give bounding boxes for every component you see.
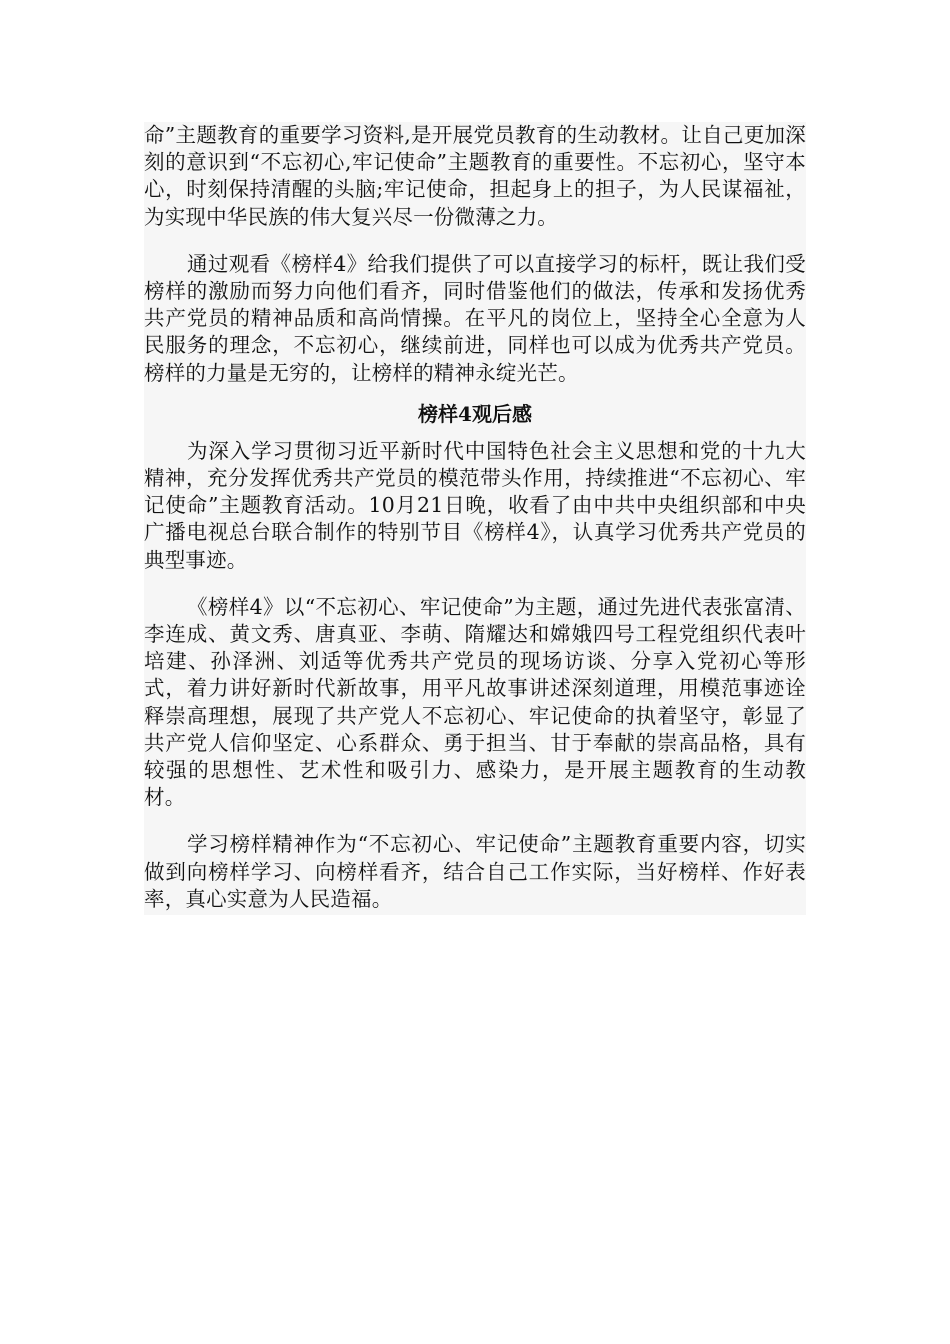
document-body — [144, 122, 806, 915]
paragraph-conclusion: 学习榜样精神作为“不忘初心、牢记使命”主题教育重要内容，切实做到向榜样学习、向榜样看齐，结合自己工作实际，当好榜样、作好表率，真心实意为人民造福。 — [144, 832, 806, 911]
paragraph-continuation: 命”主题教育的重要学习资料,是开展党员教育的生动教材。让自己更加深刻的意识到“不忘初心,牢记使命”主题教育的重要性。不忘初心，坚守本心，时刻保持清醒的头脑;牢记使命，担起身上的担子，为人民谋福祉，为实现中华民族的伟大复兴尽一份微薄之力。 — [144, 123, 806, 229]
paragraph-intro: 为深入学习贯彻习近平新时代中国特色社会主义思想和党的十九大精神，充分发挥优秀共产党员的模范带头作用，持续推进“不忘初心、牢记使命”主题教育活动。10月21日晚，收看了由中共中央组织部和中央广播电视总台联合制作的特别节目《榜样4》，认真学习优秀共产党员的典型事迹。 — [144, 438, 806, 572]
paragraph-program-summary: 《榜样4》以“不忘初心、牢记使命”为主题，通过先进代表张富清、李连成、黄文秀、唐真亚、李萌、隋耀达和嫦娥四号工程党组织代表叶培建、孙泽洲、刘适等优秀共产党员的现场访谈、分享入党初心等形式，着力讲好新时代新故事，用平凡故事讲述深刻道理，用模范事迹诠释崇高理想，展现了共产党人不忘初心、牢记使命的执着坚守，彰显了共产党人信仰坚定、心系群众、勇于担当、甘于奉献的崇高品格，具有较强的思想性、艺术性和吸引力、感染力，是开展主题教育的生动教材。 — [144, 594, 806, 810]
paragraph-role-models: 通过观看《榜样4》给我们提供了可以直接学习的标杆，既让我们受榜样的激励而努力向他们看齐，同时借鉴他们的做法，传承和发扬优秀共产党员的精神品质和高尚情操。在平凡的岗位上，坚持全心全意为人民服务的理念，不忘初心，继续前进，同样也可以成为优秀共产党员。榜样的力量是无穷的，让榜样的精神永绽光芒。 — [144, 251, 806, 385]
section-heading: 榜样4观后感 — [418, 401, 532, 426]
